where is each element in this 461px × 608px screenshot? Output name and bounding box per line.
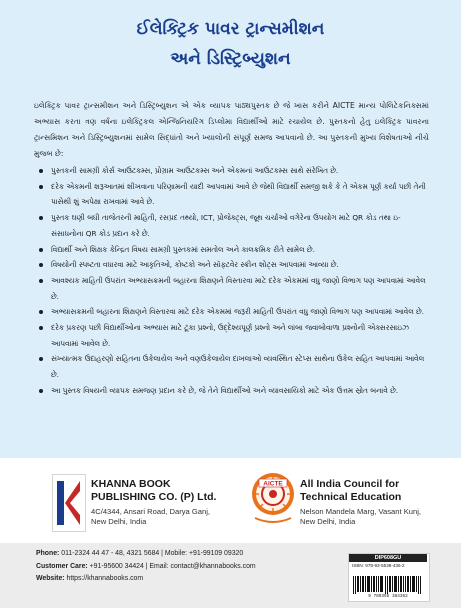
product-code: DIP608GU [349, 554, 427, 562]
list-item-text: અભ્યાસક્રમની બહારના શિક્ષણને વિસ્તારવા માટે દરેક એકમમાં જરૂરી માહિતી ઉપરાંત વધુ જાણો વિભાગ પણ આપવામાં આવેલ છે. [51, 307, 424, 317]
website-link[interactable]: https://khannabooks.com [66, 575, 144, 582]
list-item [36, 210, 432, 241]
barcode-digits: 9 789355 384362 [368, 594, 408, 599]
bullet-icon [39, 279, 43, 283]
khanna-logo-icon [52, 474, 86, 532]
publisher-name: KHANNA BOOK PUBLISHING CO. (P) Ltd. [91, 478, 217, 503]
features-list [36, 163, 432, 399]
bullet-icon [39, 326, 43, 330]
website-line: Website: https://khannabooks.com [36, 575, 144, 582]
list-item [36, 320, 432, 351]
list-item [36, 304, 432, 320]
aicte-name: All India Council for Technical Education [300, 478, 402, 503]
bullet-icon [39, 357, 43, 361]
list-item-text: વિષયોની સ્પષ્ટતા વધારવા માટે આકૃતિઓ, કોષ્ટકો અને સૉફ્ટવેર સ્ક્રીન શોટ્સ આપવામાં આવ્યા છે. [51, 260, 339, 270]
bullet-icon [39, 263, 43, 267]
aicte-address: Nelson Mandela Marg, Vasant Kunj, New Delhi, India [300, 507, 422, 526]
bullet-icon [39, 169, 43, 173]
aicte-logo-icon [249, 466, 297, 528]
bullet-icon [39, 248, 43, 252]
aicte-logo-text: AICTE [263, 480, 283, 488]
publisher-address: 4C/4344, Ansari Road, Darya Ganj, New Delhi, India [91, 507, 211, 526]
list-item [36, 242, 432, 258]
list-item [36, 351, 432, 382]
phone-line: Phone: 011-2324 44 47 - 48, 4321 5684 | Mobile: +91-99109 09320 [36, 550, 244, 557]
barcode-icon [352, 576, 424, 594]
list-item-text: આવશ્યક માહિતી ઉપરાંત અભ્યાસક્રમની બહારના શિક્ષણને વિસ્તારવા માટે દરેક એકમમાં વધુ જાણો વિભાગ પણ આપવામાં આવેલ છે. [51, 275, 426, 301]
bullet-icon [39, 389, 43, 393]
book-title [0, 14, 461, 74]
bullet-icon [39, 310, 43, 314]
bullet-icon [39, 216, 43, 220]
list-item [36, 179, 432, 210]
bullet-icon [39, 185, 43, 189]
list-item [36, 383, 432, 399]
list-item [36, 257, 432, 273]
book-title-line-1: ઈલેક્ટ્રિક પાવર ટ્રાન્સમીશન [136, 19, 325, 39]
list-item-text: દરેક પ્રકરણ પછી વિદ્યાર્થીઓના અભ્યાસ માટે ટૂંકા પ્રશ્નો, ઉદ્દેશ્યપૂર્ણ પ્રશ્નો અને લાંબા જવાબોવાળા પ્રશ્નોની એક્સરસાઇઝ આપવામાં આવેલ છે. [51, 323, 409, 348]
customer-care-line: Customer Care: +91-95600 34424 | Email: contact@khannabooks.com [36, 562, 256, 570]
list-item-text: સંખ્યાત્મક ઉદાહરણો સહિતના ઉકેલાયેલ અને વણઉકેલાયેલ દાખલાઓ વ્યવસ્થિત સ્ટેપ્સ સાથેના ઉકેલ સહિત આપવામાં આવેલ છે. [51, 354, 425, 380]
contact-info [36, 548, 336, 586]
list-item-text: પુસ્તક ઘણી બધી તાજેતરની માહિતી, રસપ્રદ તથ્યો, ICT, પ્રોજેક્ટ્સ, જૂથ ચર્ચાઓ વગેરેના ઉપયોગ માટે QR કોડ તથા ઇ-સંસાધનોના QR કોડ પ્રદાન કરે છે. [51, 213, 401, 238]
book-title-line-2: અને ડિસ્ટ્રિબ્યુશન [170, 49, 291, 69]
list-item [36, 163, 432, 179]
list-item-text: દરેક એકમની શરૂઆતમાં શીખવાના પરિણામની યાદી આપવામાં આવે છે જેથી વિદ્યાર્થી સમજી શકે કે તે એકમ પૂર્ણ કર્યા પછી તેની પાસેથી શું અપેક્ષા રાખવામાં આવે છે. [51, 181, 426, 207]
isbn-label: ISBN: 978-93-5538-436-2 [352, 563, 405, 568]
list-item [36, 273, 432, 304]
list-item-text: પુસ્તકની સામગ્રી કોર્સ આઉટકમ્સ, પ્રોગ્રામ આઉટકમ્સ અને એકમનાં આઉટકમ્સ સાથે સંરેખિત છે. [51, 166, 339, 175]
intro-paragraph: ઇલેક્ટ્રિક પાવર ટ્રાન્સમીશન અને ડિસ્ટ્રિબ્યુશન એ એક વ્યાપક પાઠ્યપુસ્તક છે જે ખાસ કરીને AICTE માન્ય પોલિટેકનિક્સમાં અભ્યાસ કરતા ત્રણ વર્ષના ઇલેક્ટ્રિકલ એન્જિનિયરિંગ ડિપ્લોમા વિદ્યાર્થીઓ માટે રચાયેલ છે. પુસ્તકનો હેતુ ઇલેક્ટ્રિક પાવરના ટ્રાન્સમિશન અને ડિસ્ટ્રિબ્યુશનમાં સામેલ સિદ્ધાંતો અને ખ્યાલોની સંપૂર્ણ સમજ આપવાનો છે. આ પુસ્તકની મુખ્ય વિશેષતાઓ નીચે મુજબ છે: [34, 101, 429, 158]
list-item-text: વિદ્યાર્થી અને શિક્ષક કેન્દ્રિત વિષય સામગ્રી પુસ્તકમાં સમતોલ અને કાલક્રમિક રીતે સામેલ છે. [51, 244, 315, 254]
list-item-text: આ પુસ્તક વિષયની વ્યાપક સમજણ પ્રદાન કરે છે, જે તેને વિદ્યાર્થીઓ અને વ્યાવસાયિકો માટે એક ઉત્તમ સ્રોત બનાવે છે. [51, 385, 399, 395]
